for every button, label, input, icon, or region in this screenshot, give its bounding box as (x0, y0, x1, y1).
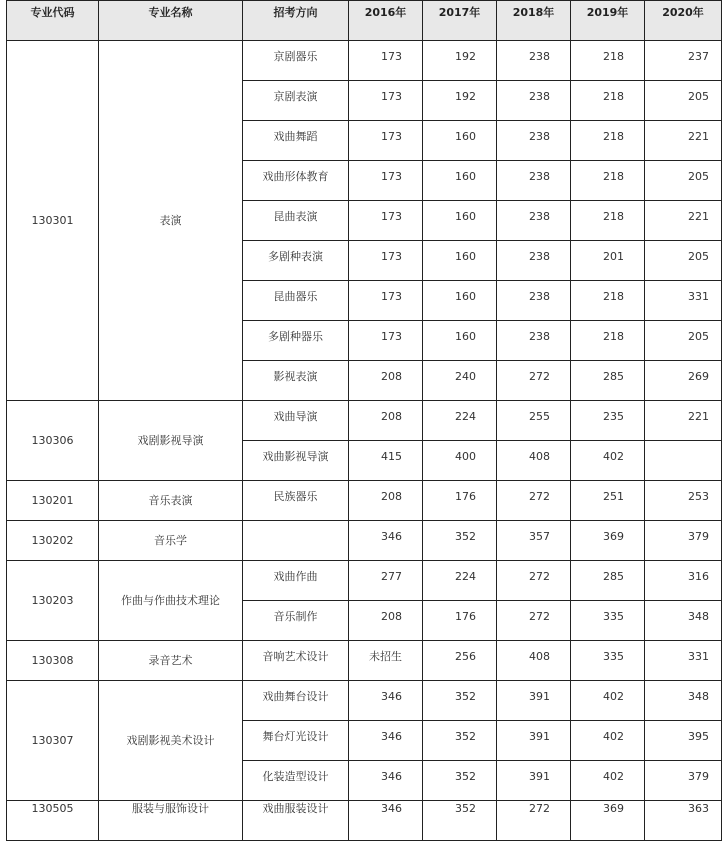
major-code-cell: 130308 (7, 641, 99, 681)
table-body (7, 41, 722, 841)
score-cell-2018: 238 (497, 81, 571, 121)
score-cell-2018: 272 (497, 561, 571, 601)
score-cell-2020: 331 (645, 641, 722, 681)
score-cell-2020: 237 (645, 41, 722, 81)
table-row (7, 41, 722, 81)
score-cell-2019: 369 (571, 801, 645, 841)
score-cell-2016: 173 (349, 81, 423, 121)
score-cell-2019: 402 (571, 681, 645, 721)
direction-cell: 舞台灯光设计 (243, 721, 349, 761)
score-cell-2016: 173 (349, 321, 423, 361)
table-row (7, 401, 722, 441)
score-cell-2016: 208 (349, 481, 423, 521)
direction-cell: 影视表演 (243, 361, 349, 401)
score-cell-2019: 218 (571, 81, 645, 121)
admission-score-table (6, 0, 722, 841)
score-cell-2020: 379 (645, 761, 722, 801)
score-cell-2017: 192 (423, 41, 497, 81)
major-name-cell: 戏剧影视导演 (99, 401, 243, 481)
direction-cell (243, 521, 349, 561)
score-cell-2017: 224 (423, 401, 497, 441)
score-cell-2018: 255 (497, 401, 571, 441)
direction-cell: 戏曲导演 (243, 401, 349, 441)
score-cell-2017: 160 (423, 321, 497, 361)
score-cell-2017: 352 (423, 761, 497, 801)
direction-cell: 戏曲服装设计 (243, 801, 349, 841)
major-name-cell: 音乐学 (99, 521, 243, 561)
score-cell-2018: 408 (497, 641, 571, 681)
header-row (7, 1, 722, 41)
score-cell-2018: 357 (497, 521, 571, 561)
score-cell-2020: 395 (645, 721, 722, 761)
score-cell-2017: 352 (423, 681, 497, 721)
score-cell-2020: 269 (645, 361, 722, 401)
score-cell-2017: 192 (423, 81, 497, 121)
header-major-name: 专业名称 (99, 1, 243, 41)
table-row (7, 521, 722, 561)
table-row (7, 561, 722, 601)
direction-cell: 昆曲器乐 (243, 281, 349, 321)
direction-cell: 昆曲表演 (243, 201, 349, 241)
major-code-cell: 130306 (7, 401, 99, 481)
score-cell-2017: 256 (423, 641, 497, 681)
score-cell-2018: 272 (497, 361, 571, 401)
score-cell-2018: 391 (497, 761, 571, 801)
score-cell-2017: 160 (423, 121, 497, 161)
header-major-code: 专业代码 (7, 1, 99, 41)
score-cell-2018: 272 (497, 801, 571, 841)
score-cell-2017: 352 (423, 801, 497, 841)
header-year-2020: 2020年 (645, 1, 722, 41)
score-cell-2020: 221 (645, 401, 722, 441)
score-cell-2016: 277 (349, 561, 423, 601)
direction-cell: 音乐制作 (243, 601, 349, 641)
score-cell-2020: 253 (645, 481, 722, 521)
direction-cell: 戏曲作曲 (243, 561, 349, 601)
score-cell-2017: 400 (423, 441, 497, 481)
direction-cell: 京剧器乐 (243, 41, 349, 81)
score-cell-2020: 331 (645, 281, 722, 321)
direction-cell: 戏曲形体教育 (243, 161, 349, 201)
direction-cell: 戏曲舞蹈 (243, 121, 349, 161)
score-cell-2020: 205 (645, 161, 722, 201)
score-cell-2019: 251 (571, 481, 645, 521)
score-cell-2020: 221 (645, 121, 722, 161)
table-row (7, 481, 722, 521)
header-year-2017: 2017年 (423, 1, 497, 41)
score-cell-2019: 285 (571, 561, 645, 601)
score-cell-2019: 218 (571, 281, 645, 321)
score-cell-2019: 201 (571, 241, 645, 281)
score-cell-2019: 335 (571, 641, 645, 681)
header-year-2018: 2018年 (497, 1, 571, 41)
score-cell-2017: 160 (423, 201, 497, 241)
score-cell-2019: 402 (571, 441, 645, 481)
score-cell-2016: 173 (349, 41, 423, 81)
score-cell-2020: 221 (645, 201, 722, 241)
direction-cell: 京剧表演 (243, 81, 349, 121)
header-year-2019: 2019年 (571, 1, 645, 41)
score-cell-2016: 346 (349, 681, 423, 721)
score-cell-2016: 173 (349, 121, 423, 161)
score-cell-2018: 238 (497, 201, 571, 241)
score-cell-2020: 205 (645, 81, 722, 121)
score-cell-2020: 379 (645, 521, 722, 561)
score-cell-2018: 391 (497, 721, 571, 761)
score-cell-2019: 218 (571, 41, 645, 81)
major-code-cell: 130202 (7, 521, 99, 561)
major-name-cell: 表演 (99, 41, 243, 401)
score-cell-2016: 173 (349, 281, 423, 321)
major-name-cell: 录音艺术 (99, 641, 243, 681)
score-cell-2020: 316 (645, 561, 722, 601)
score-cell-2018: 272 (497, 601, 571, 641)
score-cell-2019: 369 (571, 521, 645, 561)
score-cell-2018: 238 (497, 321, 571, 361)
major-code-cell: 130203 (7, 561, 99, 641)
score-cell-2020: 205 (645, 241, 722, 281)
score-cell-2019: 335 (571, 601, 645, 641)
score-cell-2019: 402 (571, 721, 645, 761)
major-code-cell: 130201 (7, 481, 99, 521)
major-name-cell: 音乐表演 (99, 481, 243, 521)
major-code-cell: 130307 (7, 681, 99, 801)
score-cell-2020: 205 (645, 321, 722, 361)
score-cell-2019: 218 (571, 201, 645, 241)
direction-cell: 多剧种器乐 (243, 321, 349, 361)
direction-cell: 化装造型设计 (243, 761, 349, 801)
score-cell-2016: 173 (349, 201, 423, 241)
score-cell-2017: 176 (423, 601, 497, 641)
score-cell-2018: 238 (497, 241, 571, 281)
major-code-cell: 130301 (7, 41, 99, 401)
score-cell-2018: 238 (497, 281, 571, 321)
score-cell-2018: 238 (497, 161, 571, 201)
score-cell-2018: 408 (497, 441, 571, 481)
score-cell-2019: 402 (571, 761, 645, 801)
score-cell-2018: 238 (497, 121, 571, 161)
score-cell-2017: 352 (423, 721, 497, 761)
score-cell-2020: 348 (645, 681, 722, 721)
direction-cell: 民族器乐 (243, 481, 349, 521)
score-cell-2016: 346 (349, 721, 423, 761)
score-cell-2016: 未招生 (349, 641, 423, 681)
score-cell-2017: 352 (423, 521, 497, 561)
direction-cell: 戏曲舞台设计 (243, 681, 349, 721)
score-cell-2018: 272 (497, 481, 571, 521)
score-cell-2016: 208 (349, 361, 423, 401)
score-cell-2019: 218 (571, 321, 645, 361)
direction-cell: 音响艺术设计 (243, 641, 349, 681)
score-cell-2017: 160 (423, 281, 497, 321)
score-cell-2019: 285 (571, 361, 645, 401)
score-cell-2016: 415 (349, 441, 423, 481)
major-name-cell: 服装与服饰设计 (99, 801, 243, 841)
major-name-cell: 作曲与作曲技术理论 (99, 561, 243, 641)
score-cell-2016: 173 (349, 241, 423, 281)
score-cell-2018: 391 (497, 681, 571, 721)
score-cell-2019: 218 (571, 161, 645, 201)
score-cell-2016: 208 (349, 601, 423, 641)
score-cell-2017: 240 (423, 361, 497, 401)
header-direction: 招考方向 (243, 1, 349, 41)
table-row (7, 681, 722, 721)
score-cell-2017: 176 (423, 481, 497, 521)
score-cell-2016: 346 (349, 521, 423, 561)
score-cell-2020: 363 (645, 801, 722, 841)
major-code-cell: 130505 (7, 801, 99, 841)
score-cell-2017: 224 (423, 561, 497, 601)
score-cell-2017: 160 (423, 241, 497, 281)
score-cell-2019: 235 (571, 401, 645, 441)
score-cell-2019: 218 (571, 121, 645, 161)
table-row (7, 641, 722, 681)
score-cell-2016: 346 (349, 761, 423, 801)
score-cell-2018: 238 (497, 41, 571, 81)
major-name-cell: 戏剧影视美术设计 (99, 681, 243, 801)
header-year-2016: 2016年 (349, 1, 423, 41)
score-cell-2020 (645, 441, 722, 481)
score-cell-2017: 160 (423, 161, 497, 201)
score-cell-2016: 208 (349, 401, 423, 441)
score-cell-2016: 346 (349, 801, 423, 841)
direction-cell: 戏曲影视导演 (243, 441, 349, 481)
direction-cell: 多剧种表演 (243, 241, 349, 281)
score-cell-2016: 173 (349, 161, 423, 201)
score-cell-2020: 348 (645, 601, 722, 641)
